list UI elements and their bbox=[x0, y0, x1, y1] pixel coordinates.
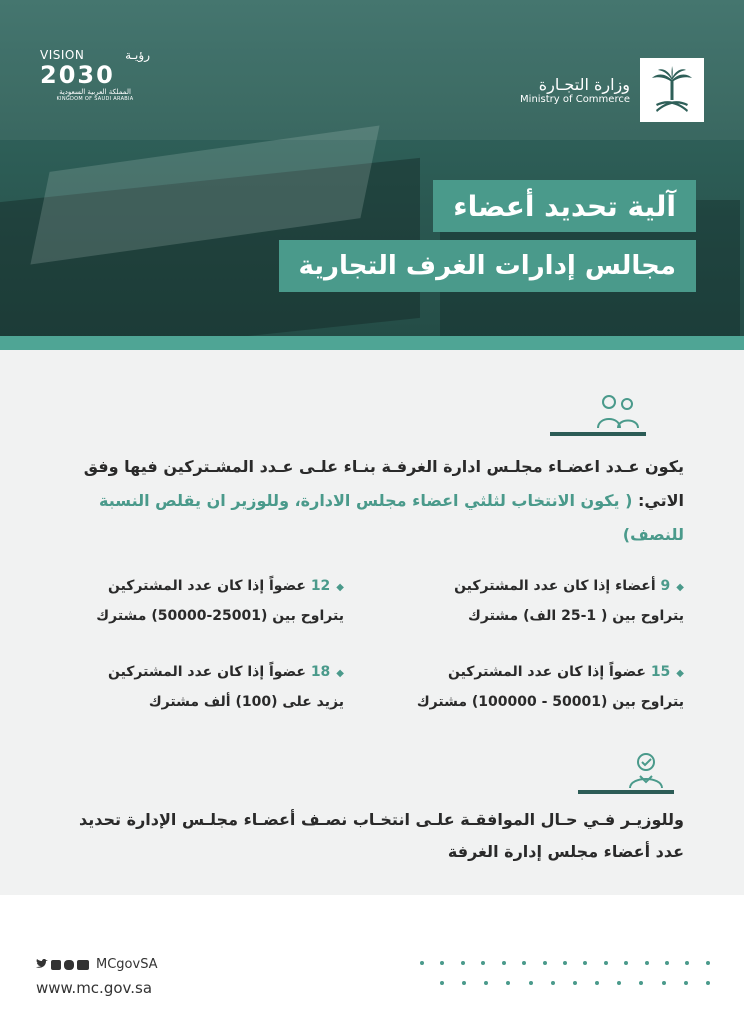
footer bbox=[0, 895, 744, 1024]
bullet-icon: ◆ bbox=[336, 582, 344, 593]
item-line2: يزيد على (100) ألف مشترك bbox=[148, 694, 344, 710]
item-line2: يتراوح بين (50001 - 100000) مشترك bbox=[416, 694, 684, 710]
item-line2: يتراوح بين ( 1-25 الف) مشترك bbox=[468, 608, 684, 624]
intro-paragraph bbox=[54, 450, 684, 552]
bullet-icon: ◆ bbox=[676, 582, 684, 593]
vision-word-en: VISION bbox=[40, 48, 85, 62]
ministry-name-ar: وزارة التجـارة bbox=[538, 75, 630, 94]
item-count: 12 bbox=[310, 578, 331, 594]
facebook-icon[interactable] bbox=[51, 960, 61, 970]
list-item bbox=[44, 658, 344, 716]
section-divider bbox=[550, 432, 646, 436]
list-item bbox=[384, 572, 684, 630]
item-line1: عضواً إذا كان عدد المشتركين bbox=[107, 664, 311, 680]
header-accent-band bbox=[0, 336, 744, 350]
item-count: 15 bbox=[650, 664, 671, 680]
header-banner bbox=[0, 0, 744, 340]
palm-swords-emblem-icon bbox=[640, 58, 704, 122]
page-title-line2: مجالس إدارات الغرف التجارية bbox=[279, 240, 696, 292]
content-area bbox=[0, 350, 744, 895]
item-count: 9 bbox=[660, 578, 671, 594]
website-link[interactable]: www.mc.gov.sa bbox=[36, 979, 153, 997]
vision-kingdom-en: KINGDOM OF SAUDI ARABIA bbox=[56, 96, 134, 102]
bullet-icon: ◆ bbox=[336, 668, 344, 679]
item-line2: يتراوح بين (25001-50000) مشترك bbox=[96, 608, 344, 624]
minister-paragraph: وللوزيـر فـي حـال الموافقـة علـى انتخـاب نصـف أعضـاء مجلـس الإدارة تحديد عدد أعضاء مجلس إدارة الغرفة bbox=[79, 810, 684, 861]
twitter-icon[interactable] bbox=[36, 958, 48, 972]
social-handle[interactable]: MCgovSA bbox=[96, 957, 158, 972]
item-line1: عضواً إذا كان عدد المشتركين bbox=[447, 664, 651, 680]
ministry-logo bbox=[520, 58, 704, 122]
section-divider bbox=[578, 790, 674, 794]
item-count: 18 bbox=[310, 664, 331, 680]
list-item bbox=[384, 658, 684, 716]
intro-text: يكون عـدد اعضـاء مجلـس ادارة الغرفـة بنـاء علـى عـدد المشـتركين فيها وفق الاتي: bbox=[83, 457, 684, 510]
ministry-name-en: Ministry of Commerce bbox=[520, 94, 630, 105]
list-item bbox=[44, 572, 344, 630]
youtube-icon[interactable] bbox=[77, 960, 89, 970]
bullet-icon: ◆ bbox=[676, 668, 684, 679]
item-line1: عضواً إذا كان عدد المشتركين bbox=[107, 578, 311, 594]
page-title-line1: آلية تحديد أعضاء bbox=[433, 180, 696, 232]
decorative-dots bbox=[440, 981, 710, 985]
vision-year: 2030 bbox=[40, 61, 115, 89]
decorative-dots bbox=[420, 961, 710, 965]
vision-word-ar: رؤيـة bbox=[125, 48, 150, 62]
vision-kingdom-ar: المملكة العربية السعودية bbox=[59, 88, 131, 96]
minister-icon bbox=[622, 750, 670, 790]
intro-note: ( يكون الانتخاب لثلثي اعضاء مجلس الادارة، وللوزير ان يقلص النسبة للنصف) bbox=[99, 491, 684, 544]
social-links bbox=[36, 957, 158, 972]
members-icon bbox=[594, 392, 642, 432]
instagram-icon[interactable] bbox=[64, 960, 74, 970]
vision-2030-logo bbox=[40, 48, 150, 102]
item-line1: أعضاء إذا كان عدد المشتركين bbox=[454, 578, 661, 594]
